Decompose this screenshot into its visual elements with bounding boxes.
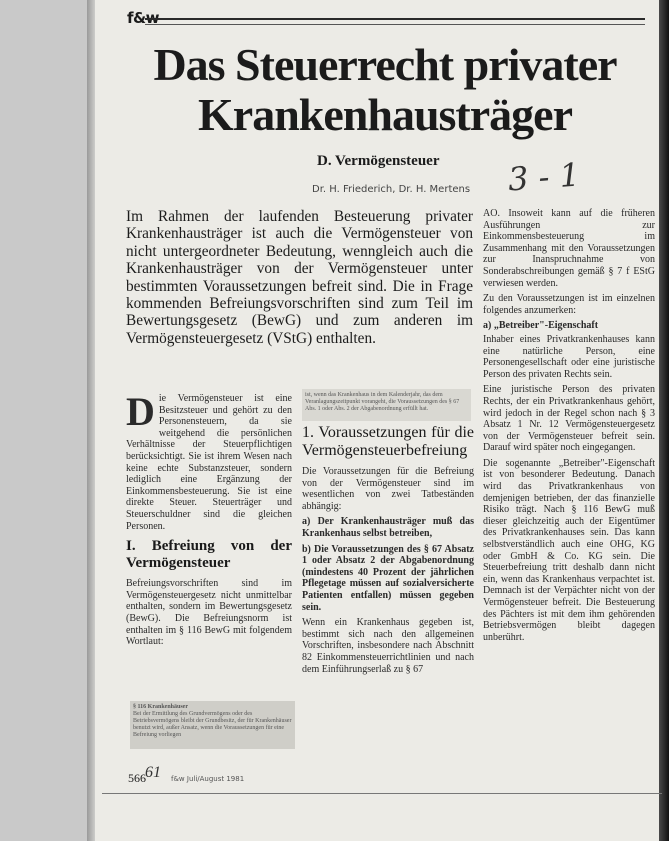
issue-label: f&w Juli/August 1981 — [171, 775, 245, 783]
col3-text-2: Zu den Voraussetzungen ist im einzelnen folgendes anzumerken: — [483, 293, 655, 316]
section-heading-voraussetzungen: 1. Voraussetzungen für die Vermögensteuerbefreiung — [302, 424, 474, 459]
col2-intro: Die Voraussetzungen für die Befreiung von der Vermögensteuer sind im wesentlichen von zwei Tatbeständen abhängig: — [302, 466, 474, 512]
column-3 — [483, 208, 655, 647]
handwritten-note: 3 - 1 — [506, 155, 582, 199]
col3-text-5: Die sogenannte „Betreiber"-Eigenschaft ist von besonderer Bedeutung. Danach wird das Privatkrankenhaus von demjenigen betrieben, der das finanzielle Risiko trägt. Nach § 116 BewG muß dieser gleichzeitig auch der Eigentümer des Privatkrankenhauses sein. Das kann selbstverständlich auch eine OHG, KG oder GmbH & Co. KG sein. Die Steuerbefreiung tritt deshalb dann nicht ein, wenn das Krankenhaus verpachtet ist. Demnach ist der Verpächter nicht von der Vermögensteuer befreit. Die Besteuerung des Pächters ist mit dem ihm gehörenden Betriebsvermögen bleibt dagegen unberührt. — [483, 457, 655, 643]
law-quote-title: § 116 Krankenhäuser — [133, 704, 189, 710]
handwritten-page-number: 61 — [145, 764, 161, 781]
column-2 — [302, 424, 474, 679]
col2-item-b: b) Die Voraussetzungen des § 67 Absatz 1 oder Absatz 2 der Abgabenordnung (mindestens 40 Prozent der jährlichen Pflegetage müssen auf sozialversicherte Patienten entfallen) müssen gegeben sein. — [302, 543, 474, 613]
article-authors: Dr. H. Friederich, Dr. H. Mertens — [312, 184, 471, 195]
journal-logo: f&w — [127, 9, 159, 27]
law-quote-box — [130, 701, 295, 749]
col1-intro: ie Vermögensteuer ist eine Besitzsteuer und gehört zu den Personensteuern, da sie weitgehend die persönlichen Verhältnisse der Steuerpflichtigen berücksichtigt. Sie ist ihrem Wesen nach keine echte Substanzsteuer, sondern lediglich eine Ergänzung der Einkommensbesteuerung. Sie ist eine direkte Steuer. Steuerträger und Steuerschuldner sind die gleichen Personen. — [126, 393, 292, 532]
law-quote-continuation: ist, wenn das Krankenhaus in dem Kalenderjahr, das dem Veranlagungszeitpunkt vorangeht, die Voraussetzungen des § 67 Abs. 1 oder Abs. 2 der Abgabenordnung erfüllt hat. — [302, 389, 471, 421]
header-rule-thin — [145, 24, 645, 25]
bottom-rule — [102, 793, 662, 794]
title-line-2: Krankenhausträger — [198, 89, 572, 140]
section-heading-befreiung: I. Befreiung von der Vermögensteuer — [126, 538, 292, 572]
col3-text-4: Eine juristische Person des privaten Rechts, der ein Privatkrankenhaus gehört, wird jedoch in der Regel schon nach § 3 Absatz 1 Nr. 12 Vermögensteuergesetz von der Vermögensteuer befreit sein. Darauf wird später noch eingegangen. — [483, 384, 655, 454]
col3-text-3: Inhaber eines Privatkrankenhauses kann eine natürliche Person, eine Personengesellschaft oder eine juristische Person des privaten Rechts sein. — [483, 333, 655, 380]
col3-subheading: a) „Betreiber"-Eigenschaft — [483, 320, 599, 332]
col3-text-1: AO. Insoweit kann auf die früheren Ausführungen zur Einkommensbesteuerung im Zusammenhang mit den Voraussetzungen zur Inanspruchnahme von Sonderabschreibungen gemäß § 7 f EStG verwiesen werden. — [483, 208, 655, 289]
article-lead: Im Rahmen der laufenden Besteuerung privater Krankenhausträger ist auch die Vermögensteuer von nicht untergeordneter Bedeutung, wenngleich auch die Krankenhausträger von der Vermögensteuer unter bestimmten Voraussetzungen befreit sind. Die in Frage kommenden Befreiungsvorschriften sind zum Teil im Bewertungsgesetz (BewG) und zum anderen im Vermögensteuergesetz (VStG) enthalten. — [126, 208, 473, 347]
article-title — [105, 40, 665, 140]
article-subtitle: D. Vermögensteuer — [317, 153, 440, 169]
law-quote-text: Bei der Ermittlung des Grundvermögens oder des Betriebsvermögens bleibt der Grundbesitz, der für Krankenhäuser benutzt wird, außer Ansatz, wenn die Voraussetzungen für eine Befreiung vorliegen — [133, 711, 292, 738]
col2-item-a: a) Der Krankenhausträger muß das Krankenhaus selbst betreiben, — [302, 516, 474, 539]
column-1 — [126, 389, 292, 652]
col2-text: Wenn ein Krankenhaus gegeben ist, bestimmt sich nach den allgemeinen Vorschriften, insbesondere nach Abschnitt 82 Einkommensteuerrichtlinien und nach dem Einführungserlaß zu § 67 — [302, 617, 474, 675]
col1-text: Befreiungsvorschriften sind im Vermögensteuergesetz nicht unmittelbar enthalten, sondern im Bewertungsgesetz (BewG). Die Befreiungsnorm ist enthalten im § 116 BewG mit folgendem Wortlaut: — [126, 578, 292, 648]
header-rule — [145, 18, 645, 20]
page-number: 566 — [128, 771, 146, 785]
title-line-1: Das Steuerrecht privater — [153, 39, 617, 90]
drop-cap: D — [126, 389, 155, 434]
